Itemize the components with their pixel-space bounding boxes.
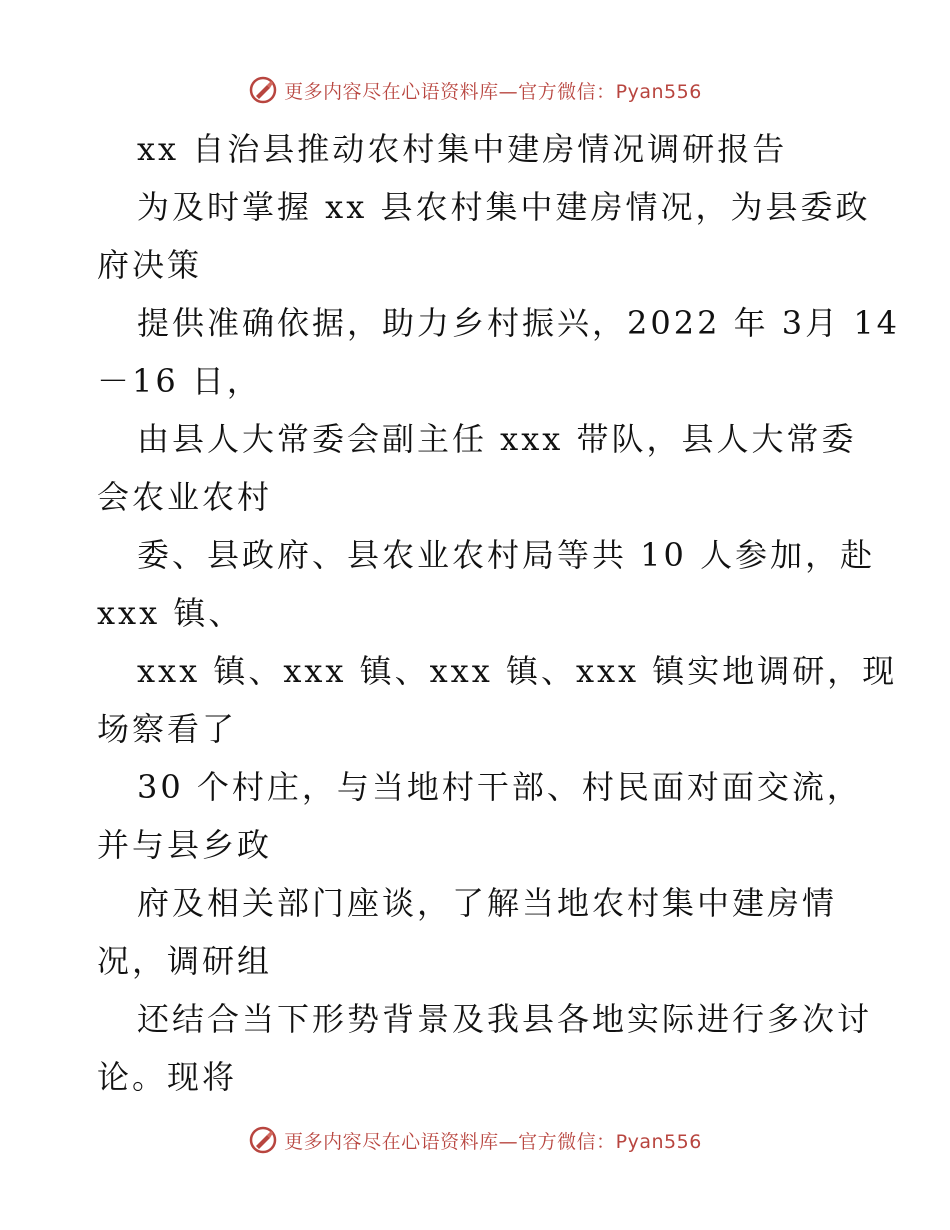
- text-line: xxx 镇、xxx 镇、xxx 镇、xxx 镇实地调研，现: [137, 652, 898, 690]
- footer-watermark: [0, 1120, 950, 1160]
- text-line: 论。现将: [97, 1058, 238, 1096]
- text-line: 会农业农村: [97, 478, 273, 516]
- watermark-text: 更多内容尽在心语资料库—官方微信：Pyan556: [284, 1130, 702, 1153]
- header-watermark: [0, 70, 950, 110]
- text-line: 由县人大常委会副主任 xxx 带队，县人大常委: [137, 420, 857, 458]
- text-line: 场察看了: [97, 710, 238, 748]
- text-line: 提供准确依据，助力乡村振兴，2022 年 3月 14: [137, 304, 901, 342]
- text-line: 并与县乡政: [97, 826, 273, 864]
- text-line: xxx 镇、: [97, 594, 244, 632]
- text-line: 况，调研组: [97, 942, 273, 980]
- text-line: 府及相关部门座谈，了解当地农村集中建房情: [137, 884, 838, 922]
- text-line: 府决策: [97, 246, 203, 284]
- document-title: xx 自治县推动农村集中建房情况调研报告: [137, 130, 788, 168]
- text-line: 委、县政府、县农业农村局等共 10 人参加，赴: [137, 536, 876, 574]
- pen-logo-icon: [248, 75, 278, 105]
- text-line: －16 日，: [97, 362, 262, 400]
- pen-logo-icon: [248, 1125, 278, 1155]
- watermark-text: 更多内容尽在心语资料库—官方微信：Pyan556: [284, 80, 702, 103]
- text-line: 还结合当下形势背景及我县各地实际进行多次讨: [137, 1000, 873, 1038]
- document-body: [97, 120, 901, 1106]
- text-line: 30 个村庄，与当地村干部、村民面对面交流，: [137, 768, 862, 806]
- text-line: 为及时掌握 xx 县农村集中建房情况，为县委政: [137, 188, 871, 226]
